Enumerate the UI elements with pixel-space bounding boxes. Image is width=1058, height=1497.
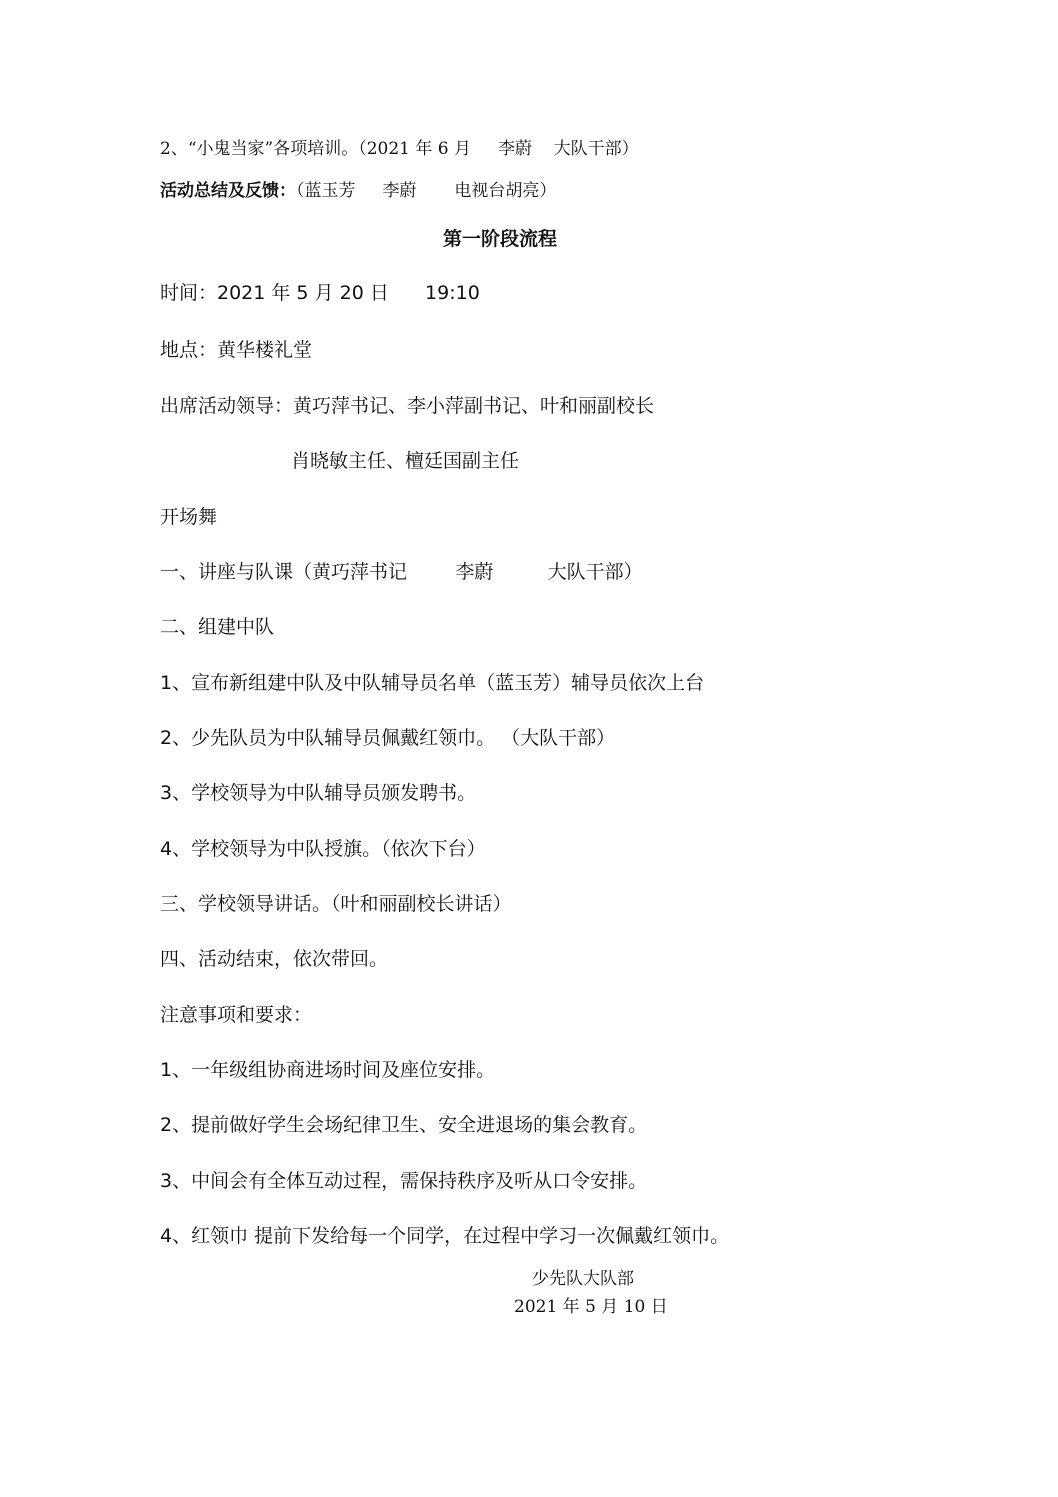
- step-2-item: 2、少先队员为中队辅导员佩戴红领巾。 （大队干部）: [160, 727, 616, 749]
- step-3: 三、学校领导讲话。（叶和丽副校长讲话）: [160, 893, 512, 915]
- section-title: 第一阶段流程: [442, 228, 557, 250]
- place-line: 地点：黄华楼礼堂: [160, 339, 313, 361]
- signature-date: 2021 年 5 月 10 日: [514, 1297, 668, 1317]
- opening-dance: 开场舞: [160, 506, 218, 528]
- summary-people: （蓝玉芳 李蔚 电视台胡亮）: [296, 181, 557, 201]
- summary-label: 活动总结及反馈：: [160, 181, 296, 201]
- note-item: 1、一年级组协商进场时间及座位安排。: [160, 1059, 496, 1081]
- summary-line: [160, 183, 556, 200]
- note-item: 2、提前做好学生会场纪律卫生、安全进退场的集会教育。: [160, 1114, 648, 1136]
- note-item: 4、红领巾 提前下发给每一个同学，在过程中学习一次佩戴红领巾。: [160, 1225, 730, 1247]
- note-item: 3、中间会有全体互动过程，需保持秩序及听从口令安排。: [160, 1170, 648, 1192]
- leaders-line-1: 出席活动领导：黄巧萍书记、李小萍副书记、叶和丽副校长: [160, 395, 655, 417]
- step-1: 一、讲座与队课（黄巧萍书记 李蔚 大队干部）: [160, 561, 643, 583]
- step-2: 二、组建中队: [160, 616, 275, 638]
- step-2-item: 1、宣布新组建中队及中队辅导员名单（蓝玉芳）辅导员依次上台: [160, 672, 705, 694]
- signature-org: 少先队大队部: [532, 1269, 634, 1289]
- step-4: 四、活动结束，依次带回。: [160, 948, 389, 970]
- step-2-item: 3、学校领导为中队辅导员颁发聘书。: [160, 782, 477, 804]
- training-line: 2、“小鬼当家”各项培训。（2021 年 6 月 李蔚 大队干部）: [160, 139, 639, 159]
- step-2-item: 4、学校领导为中队授旗。（依次下台）: [160, 838, 486, 860]
- notes-title: 注意事项和要求：: [160, 1004, 313, 1026]
- time-line: 时间：2021 年 5 月 20 日 19:10: [160, 282, 480, 304]
- leaders-line-2: 肖晓敏主任、檀廷国副主任: [291, 450, 520, 472]
